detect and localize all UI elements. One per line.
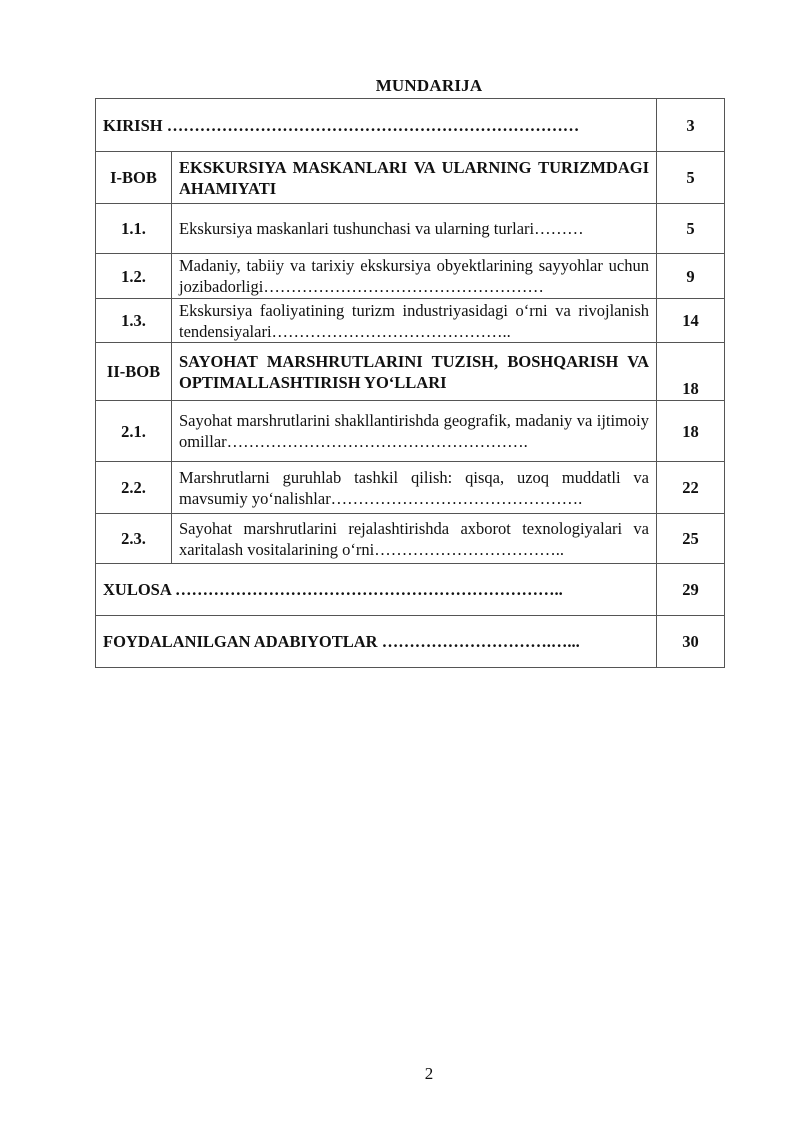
toc-section-number: 2.1. bbox=[96, 401, 172, 462]
toc-page-number: 25 bbox=[657, 514, 725, 564]
toc-page-number: 5 bbox=[657, 204, 725, 254]
toc-row-section bbox=[96, 401, 725, 462]
toc-row-section bbox=[96, 254, 725, 299]
toc-entry-text[interactable]: KIRISH ………………………………………………………………… bbox=[96, 99, 657, 152]
toc-chapter-title[interactable]: SAYOHAT MARSHRUTLARINI TUZISH, BOSHQARISH VA OPTIMALLASHTIRISH YO‘LLARI bbox=[172, 343, 657, 401]
toc-chapter-title[interactable]: EKSKURSIYA MASKANLARI VA ULARNING TURIZMDAGI AHAMIYATI bbox=[172, 152, 657, 204]
toc-page-number: 18 bbox=[657, 343, 725, 401]
toc-page-number: 9 bbox=[657, 254, 725, 299]
toc-row-section bbox=[96, 462, 725, 514]
toc-section-title[interactable]: Sayohat marshrutlarini rejalashtirishda axborot texnologiyalari va xaritalash vositalarining o‘rni…………………………….. bbox=[172, 514, 657, 564]
table-of-contents bbox=[95, 98, 725, 668]
toc-section-number: 1.1. bbox=[96, 204, 172, 254]
toc-row-section bbox=[96, 299, 725, 343]
toc-page-number: 29 bbox=[657, 564, 725, 616]
toc-page-number: 30 bbox=[657, 616, 725, 668]
toc-page-number: 18 bbox=[657, 401, 725, 462]
page-title: MUNDARIJA bbox=[375, 76, 483, 95]
toc-page-number: 14 bbox=[657, 299, 725, 343]
toc-row-adabiyotlar bbox=[96, 616, 725, 668]
toc-entry-text[interactable]: FOYDALANILGAN ADABIYOTLAR ………………………….…... bbox=[96, 616, 657, 668]
toc-chapter-number: I-BOB bbox=[96, 152, 172, 204]
toc-section-title[interactable]: Ekskursiya faoliyatining turizm industriyasidagi o‘rni va rivojlanish tendensiyalari…………………………………….. bbox=[172, 299, 657, 343]
page-number: 2 bbox=[424, 1064, 434, 1083]
toc-section-title[interactable]: Sayohat marshrutlarini shakllantirishda geografik, madaniy va ijtimoiy omillar………………………………………………. bbox=[172, 401, 657, 462]
toc-section-title[interactable]: Ekskursiya maskanlari tushunchasi va ularning turlari……… bbox=[172, 204, 657, 254]
toc-row-xulosa bbox=[96, 564, 725, 616]
toc-page-number: 5 bbox=[657, 152, 725, 204]
toc-section-title[interactable]: Marshrutlarni guruhlab tashkil qilish: qisqa, uzoq muddatli va mavsumiy yo‘nalishlar………………………………………. bbox=[172, 462, 657, 514]
toc-section-number: 1.2. bbox=[96, 254, 172, 299]
toc-section-number: 2.3. bbox=[96, 514, 172, 564]
toc-section-number: 1.3. bbox=[96, 299, 172, 343]
toc-row-chapter-1 bbox=[96, 152, 725, 204]
toc-row-section bbox=[96, 204, 725, 254]
toc-page-number: 3 bbox=[657, 99, 725, 152]
toc-chapter-number: II-BOB bbox=[96, 343, 172, 401]
toc-entry-text[interactable]: XULOSA …………………………………………………………….. bbox=[96, 564, 657, 616]
toc-row-section bbox=[96, 514, 725, 564]
toc-row-chapter-2 bbox=[96, 343, 725, 401]
toc-page-number: 22 bbox=[657, 462, 725, 514]
toc-row-kirish bbox=[96, 99, 725, 152]
toc-section-number: 2.2. bbox=[96, 462, 172, 514]
toc-section-title[interactable]: Madaniy, tabiiy va tarixiy ekskursiya obyektlarining sayyohlar uchun jozibadorligi…………………………………………… bbox=[172, 254, 657, 299]
